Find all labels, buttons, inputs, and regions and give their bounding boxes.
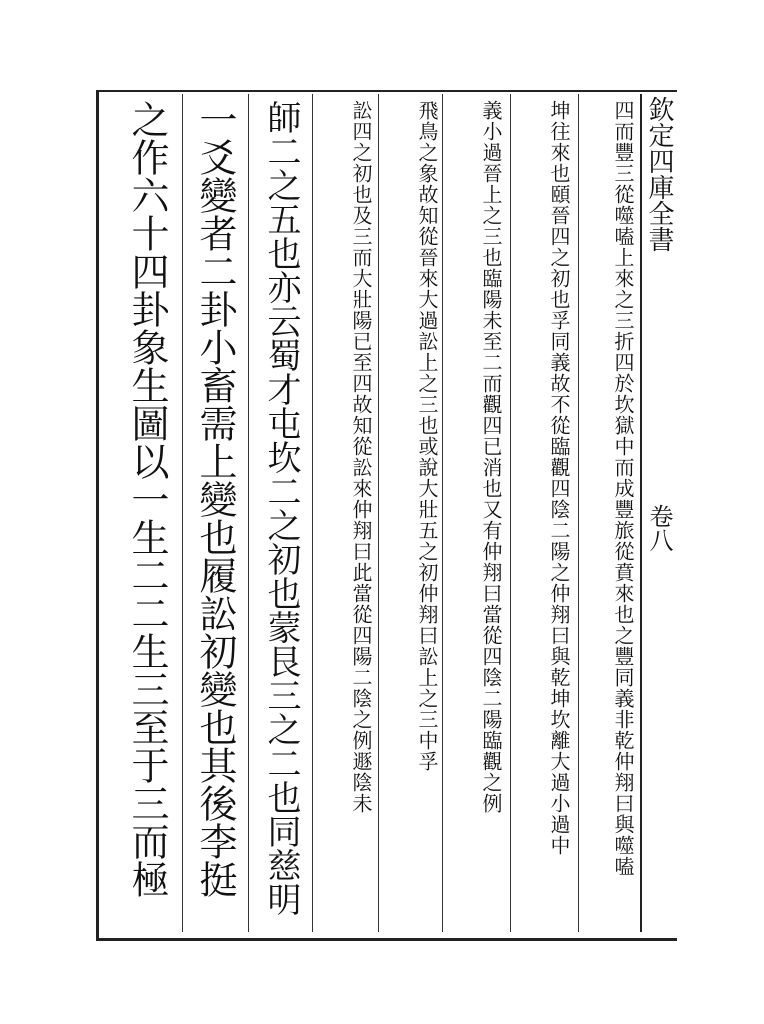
text-column-2: 坤往來也頤晉四之初也孚同義故不從臨觀四陰二陽之仲翔曰與乾坤坎離大過小過中 (547, 100, 571, 856)
text-column-1: 四而豐三從噬嗑上來之三折四於坎獄中而成豐旅從賁來也之豐同義非乾仲翔曰與噬嗑 (611, 100, 635, 877)
column-rule (312, 94, 313, 932)
text-column-3: 義小過晉上之三也臨陽未至二而觀四已消也又有仲翔曰當從四陰二陽臨觀之例 (479, 100, 503, 814)
text-column-5: 訟四之初也及三而大壯陽已至四故知從訟來仲翔曰此當從四陽二陰之例遯陰未 (349, 100, 373, 814)
column-rule (510, 94, 511, 932)
column-rule (578, 94, 579, 932)
text-column-8: 之作六十四卦象生圖以一生二二生三至于三而極 (125, 100, 169, 898)
column-rule (248, 94, 249, 932)
text-column-4: 飛鳥之象故知從晉來大過訟上之三也或說大壯五之初仲翔曰訟上之三中孚 (415, 100, 439, 772)
text-column-7: 一爻變者二卦小畜需上變也履訟初變也其後李挺 (193, 100, 237, 898)
text-column-6: 師二之五也亦云蜀才屯坎二之初也蒙艮三之二也同慈明 (261, 100, 301, 916)
volume-label: 卷八 (645, 504, 673, 552)
margin-column (640, 94, 676, 932)
column-rule (378, 94, 379, 932)
book-title: 欽定四庫全書 (644, 96, 674, 252)
column-rule (182, 94, 183, 932)
column-rule (442, 94, 443, 932)
